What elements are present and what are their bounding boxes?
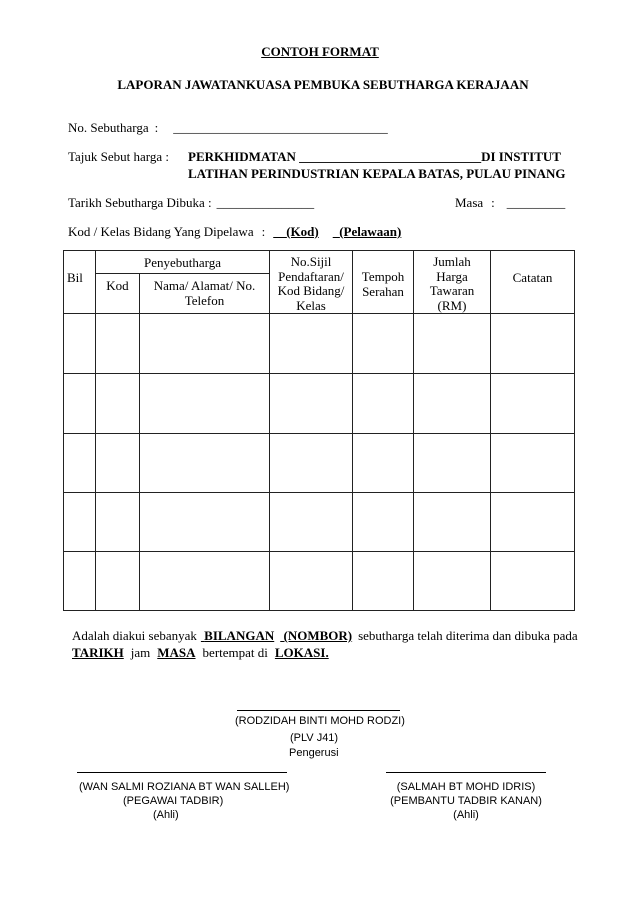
signature-line-chair	[237, 710, 400, 711]
table-cell-catatan	[491, 374, 575, 434]
table-cell-catatan	[491, 314, 575, 374]
tajuk-value-line-2: LATIHAN PERINDUSTRIAN KEPALA BATAS, PULAU PINANG	[188, 166, 566, 181]
table-cell-bil	[64, 552, 96, 611]
field-masa	[455, 195, 565, 211]
member-2-position: (PEMBANTU TADBIR KANAN)	[390, 795, 542, 807]
signature-line-member-2	[386, 772, 546, 773]
header-jumlah	[414, 251, 491, 314]
statement-text: jam	[130, 645, 151, 660]
kod-placeholder: (Kod)	[286, 224, 319, 239]
tarikh-label: Tarikh Sebutharga Dibuka :	[68, 195, 212, 210]
statement-text: Adalah diakui sebanyak	[72, 628, 197, 643]
table-cell-catatan	[491, 552, 575, 611]
table-cell-jumlah	[414, 434, 491, 493]
table-cell-tempoh	[353, 493, 414, 552]
statement-line-1	[72, 628, 578, 644]
no-sebutharga-label: No. Sebutharga	[68, 120, 149, 135]
header-jumlah-line: Tawaran	[429, 283, 475, 298]
no-sebutharga-separator: :	[154, 120, 159, 135]
table-cell-kod	[96, 434, 140, 493]
member-2-role: (Ahli)	[453, 809, 479, 821]
masa-label: Masa	[455, 195, 484, 210]
header-no-sijil-line: No.Sijil	[290, 254, 332, 269]
pelawaan-placeholder: (Pelawaan)	[339, 224, 402, 239]
table-cell-jumlah	[414, 493, 491, 552]
table-cell-kod	[96, 493, 140, 552]
table-row	[64, 552, 575, 611]
header-jumlah-line: (RM)	[437, 297, 467, 313]
table-cell-nama	[140, 493, 270, 552]
header-catatan: Catatan	[491, 251, 575, 314]
placeholder-tarikh: TARIKH	[72, 645, 124, 660]
member-1-role: (Ahli)	[153, 809, 179, 821]
placeholder-lokasi: LOKASI.	[274, 645, 329, 660]
kod-kelas-label: Kod / Kelas Bidang Yang Dipelawa	[68, 224, 254, 239]
table-cell-bil	[64, 374, 96, 434]
table-cell-nama	[140, 314, 270, 374]
table-cell-bil	[64, 434, 96, 493]
member-2-name: (SALMAH BT MOHD IDRIS)	[396, 781, 536, 793]
statement-text: sebutharga telah diterima dan dibuka pada	[358, 628, 578, 643]
header-penyebutharga: Penyebutharga	[96, 251, 270, 274]
header-no-sijil	[270, 251, 353, 314]
header-no-sijil-line: Pendaftaran/	[278, 268, 344, 284]
header-nama-line: Telefon	[184, 293, 225, 308]
table-cell-catatan	[491, 493, 575, 552]
table-body	[64, 314, 575, 611]
masa-separator: :	[491, 195, 495, 210]
header-nama-line: Nama/ Alamat/ No.	[153, 278, 256, 293]
table-cell-tempoh	[353, 552, 414, 611]
table-cell-bil	[64, 493, 96, 552]
table-cell-kod	[96, 374, 140, 434]
table-cell-kod	[96, 552, 140, 611]
table-cell-no-sijil	[270, 314, 353, 374]
tajuk-label: Tajuk Sebut harga :	[68, 149, 170, 164]
field-tarikh	[68, 195, 314, 211]
table-row	[64, 374, 575, 434]
header-tempoh-line: Tempoh	[361, 269, 405, 284]
header-nama	[140, 274, 270, 314]
chair-grade: (PLV J41)	[290, 732, 339, 744]
table-cell-no-sijil	[270, 374, 353, 434]
table-row	[64, 314, 575, 374]
bid-table	[63, 250, 575, 611]
no-sebutharga-blank: _________________________________	[173, 120, 388, 135]
table-cell-catatan	[491, 434, 575, 493]
table-cell-bil	[64, 314, 96, 374]
placeholder-nombor: (NOMBOR)	[283, 628, 353, 643]
statement-text: bertempat di	[202, 645, 268, 660]
table-cell-kod	[96, 314, 140, 374]
table-row	[64, 434, 575, 493]
table-cell-no-sijil	[270, 434, 353, 493]
table-cell-jumlah	[414, 374, 491, 434]
table-row	[64, 493, 575, 552]
chair-role: Pengerusi	[289, 747, 339, 759]
table-cell-nama	[140, 552, 270, 611]
document-subtitle: LAPORAN JAWATANKUASA PEMBUKA SEBUTHARGA KERAJAAN	[117, 77, 529, 92]
header-bil: Bil	[64, 251, 96, 314]
header-no-sijil-line: Kelas	[296, 297, 326, 313]
table-cell-jumlah	[414, 314, 491, 374]
table-cell-tempoh	[353, 374, 414, 434]
table-cell-jumlah	[414, 552, 491, 611]
statement-line-2	[72, 645, 329, 661]
placeholder-masa: MASA	[157, 645, 196, 660]
table-cell-tempoh	[353, 314, 414, 374]
table-cell-no-sijil	[270, 493, 353, 552]
table-cell-nama	[140, 374, 270, 434]
member-1-position: (PEGAWAI TADBIR)	[123, 795, 224, 807]
chair-name: (RODZIDAH BINTI MOHD RODZI)	[235, 715, 405, 727]
table-header-row	[64, 251, 575, 274]
member-1-name: (WAN SALMI ROZIANA BT WAN SALLEH)	[79, 781, 290, 793]
tajuk-value-line-1: PERKHIDMATAN ____________________________DI INSTITUT	[188, 149, 561, 164]
header-jumlah-line: Harga	[436, 268, 468, 284]
header-jumlah-line: Jumlah	[433, 254, 471, 269]
table-cell-tempoh	[353, 434, 414, 493]
field-no-sebutharga	[68, 120, 388, 136]
header-no-sijil-line: Kod Bidang/	[277, 283, 345, 298]
table-cell-no-sijil	[270, 552, 353, 611]
masa-blank: _________	[506, 195, 566, 210]
kod-kelas-separator: :	[261, 224, 266, 239]
field-kod-kelas	[68, 224, 401, 240]
placeholder-bilangan: BILANGAN	[204, 628, 275, 643]
header-tempoh	[353, 251, 414, 314]
header-kod: Kod	[96, 274, 140, 314]
table-cell-nama	[140, 434, 270, 493]
signature-line-member-1	[77, 772, 287, 773]
document-title: CONTOH FORMAT	[261, 44, 379, 59]
header-tempoh-line: Serahan	[362, 284, 404, 299]
tarikh-blank: _______________	[216, 195, 315, 210]
